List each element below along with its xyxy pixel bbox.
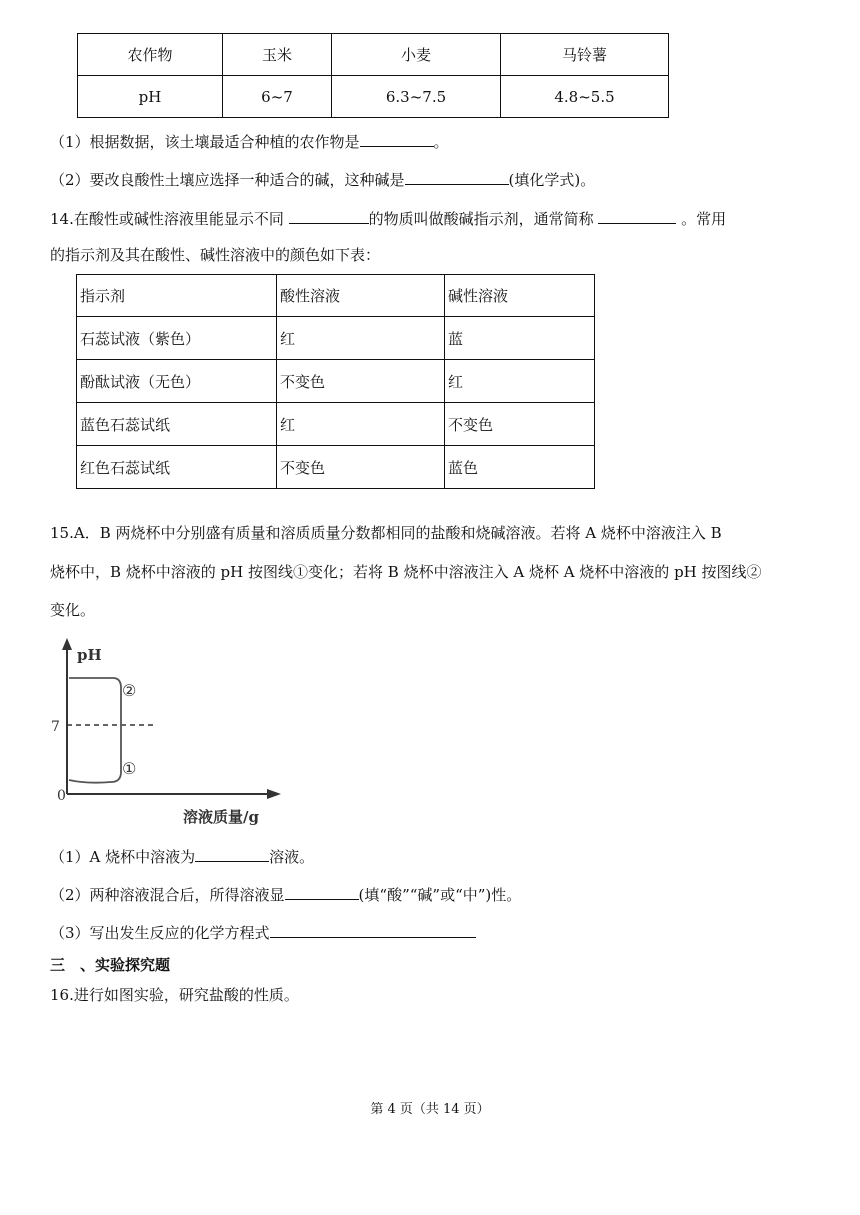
indicator-cell: 红色石蕊试纸	[77, 446, 277, 489]
indicator-cell: 红	[277, 403, 445, 446]
q15-part1: （1）A 烧杯中溶液为 溶液。	[50, 845, 314, 867]
crop-ph-table	[77, 33, 669, 118]
indicator-cell: 蓝色	[445, 446, 595, 489]
indicator-cell: 蓝	[445, 317, 595, 360]
crop-value-cell: 4.8~5.5	[501, 76, 669, 118]
crop-header-cell: 马铃薯	[501, 34, 669, 76]
indicator-table	[76, 274, 595, 489]
q13-part2: （2）要改良酸性土壤应选择一种适合的碱，这种碱是 (填化学式)。	[50, 168, 595, 190]
crop-header-cell: 农作物	[78, 34, 223, 76]
answer-blank[interactable]	[598, 207, 676, 224]
ph-curve	[69, 678, 121, 783]
indicator-cell: 蓝色石蕊试纸	[77, 403, 277, 446]
section-title: 三 、实验探究题	[50, 956, 171, 974]
crop-header-cell: 小麦	[332, 34, 501, 76]
x-axis-label: 溶液质量/g	[183, 808, 259, 826]
q15-line3: 变化。	[50, 601, 96, 619]
indicator-cell: 不变色	[277, 446, 445, 489]
indicator-cell: 酚酞试液（无色）	[77, 360, 277, 403]
y-axis-label: pH	[77, 646, 102, 664]
indicator-cell: 不变色	[277, 360, 445, 403]
indicator-header-cell: 酸性溶液	[277, 275, 445, 317]
curve2-label: ②	[122, 681, 137, 700]
crop-value-cell: 6.3~7.5	[332, 76, 501, 118]
q15-line2: 烧杯中，B 烧杯中溶液的 pH 按图线①变化；若将 B 烧杯中溶液注入 A 烧杯 A 烧杯中溶液的 pH 按图线②	[50, 563, 762, 581]
crop-value-cell: 6~7	[223, 76, 332, 118]
q15-part3: （3）写出发生反应的化学方程式	[50, 921, 476, 943]
ph-curve-figure	[45, 636, 285, 832]
indicator-cell: 石蕊试液（紫色）	[77, 317, 277, 360]
answer-blank[interactable]	[289, 207, 369, 224]
q14-line2: 的指示剂及其在酸性、碱性溶液中的颜色如下表：	[50, 246, 381, 264]
q15-part2: （2）两种溶液混合后，所得溶液显 (填“酸”“碱”或“中”)性。	[50, 883, 521, 905]
q15-line1: 15.A．B 两烧杯中分别盛有质量和溶质质量分数都相同的盐酸和烧碱溶液。若将 A 烧杯中溶液注入 B	[50, 524, 722, 542]
answer-blank[interactable]	[195, 845, 269, 862]
x-axis-arrow	[267, 789, 281, 799]
curve1-label: ①	[122, 759, 137, 778]
y-axis-arrow	[62, 638, 72, 650]
indicator-cell: 红	[445, 360, 595, 403]
origin-label: 0	[57, 788, 66, 804]
answer-blank[interactable]	[360, 130, 434, 147]
indicator-header-cell: 碱性溶液	[445, 275, 595, 317]
tick-7-label: 7	[51, 719, 60, 735]
indicator-header-cell: 指示剂	[77, 275, 277, 317]
q13-part1: （1）根据数据，该土壤最适合种植的农作物是 。	[50, 130, 449, 152]
crop-header-cell: 玉米	[223, 34, 332, 76]
answer-blank[interactable]	[285, 883, 359, 900]
indicator-cell: 不变色	[445, 403, 595, 446]
page-footer: 第 4 页（共 14 页）	[370, 1102, 490, 1117]
indicator-cell: 红	[277, 317, 445, 360]
q14-line1: 14.在酸性或碱性溶液里能显示不同 的物质叫做酸碱指示剂，通常简称 。常用	[50, 207, 726, 229]
answer-blank[interactable]	[270, 921, 476, 938]
answer-blank[interactable]	[405, 168, 509, 185]
crop-value-cell: pH	[78, 76, 223, 118]
q16-text: 16.进行如图实验，研究盐酸的性质。	[50, 986, 299, 1004]
